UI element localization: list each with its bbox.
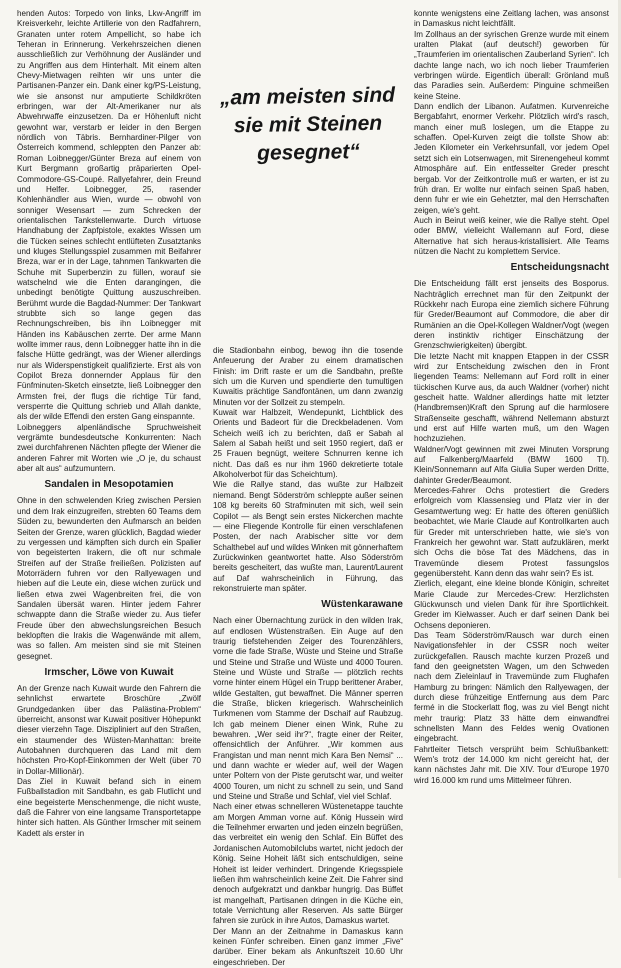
paragraph: Der Mann an der Zeitnahme in Damaskus kann keinen Fünfer schreiben. Einen ganz immer „Five“ darüber. Einer bekam als Ankunftszeit 10.60 Uhr eingeschrieben. Der (213, 926, 403, 967)
paragraph: Die letzte Nacht mit knappen Etappen in der CSSR wird zur Entscheidung zwischen den in Front liegenden Teams: Nellemann auf Ford rollt in einer tückischen Kurve aus, da auch Waldner (vorher) nicht gescheit hatte. Waldner allerdings hatte mit letzter (Handbremsen)Kraft den Sprung auf die harmlosere Straßenseite geschafft, während Nellemann absturzt und erst auf Hilfe warten muß, um den Wagen hochzuziehen. (414, 351, 609, 444)
paragraph: Zierlich, elegant, eine kleine blonde Königin, schreitet Marie Claude zur Mercedes-Crew: Herzlichsten Glückwunsch und vielen Dank für ihre Sportlichkeit. Greder im Kielwasser. Auch er darf seinen Dank bei Ochsens deponieren. (414, 579, 609, 630)
section-heading: Wüstenkarawane (321, 599, 403, 611)
text-column-left (17, 9, 201, 864)
paragraph: Wie die Rallye stand, das wußte zur Halbzeit niemand. Bengt Söderström schleppte außer seinen 108 kg bereits 60 Strafminuten mit sich, weil sein Copilot — als Bengt sein erstes Nickerchen machte — eine Fliegende Kontrolle für einen verschlafenen Posten, der nach Arabischer sitte vor dem Schalthebel auf und wildes Winken mit gönnerhaftem Zurückwinken geantwortet hatte. Also Söderström bereits gescheitert, das wußte man, Laurent/Laurent auf Daf wahrscheinlich in Führung, das rekonstruierte man später. (213, 480, 403, 593)
paragraph: die Stadionbahn einbog, bewog ihn die tosende Anfeuerung der Araber zu einem dramatischen Finish: im Drift raste er um die Sandbahn, preßte sich um die Kurven und spendierte den tumultigen Kuwaitis prächtige Sandfontänen, um dann zwanzig Minuten vor der Sollzeit zu stempeln. (213, 346, 403, 407)
paragraph: Auch in Beirut weiß keiner, wie die Rallye steht. Opel oder BMW, vielleicht Wallemann auf Ford, diese Alternative hat sich heraus-kristallisiert. Alle Teams nützen die Nacht zu komplettem Service. (414, 215, 609, 256)
paragraph: Die Entscheidung fällt erst jenseits des Bosporus. Nachträglich errechnet man für den Zeitpunkt der Rückkehr nach Europa eine ziemlich sichere Führung für Greder/Beaumont auf Commodore, die aber dir Rumänien an die Opel-Kollegen Waldner/Vogt (wegen deren instinktiv richtiger Einschätzung der Grenzschwierigkeiten) übergibt. (414, 279, 609, 351)
paragraph: Nach einer Übernachtung zurück in den wilden Irak, auf endlosen Wüstenstraßen. Ein Auge auf den traurig tiefstehenden Zeiger des Tourenzählers, vorne die fade Straße, Wüste und Steine und Straße und Steine und Straße und Wüste und 4000 Touren. Steine und Wüste und Straße — plötzlich rechts vorne hinter einem Hügel ein Trupp berittener Araber, wilde Gestalten, gut bewaffnet. Die Männer sperren die Straße, blicken kriegerisch. Wahrscheinlich Turkmenen vom Stamme der Dschaif auf Raubzug. Ich gab meinem Diener einen Wink, Ruhe zu bewahren. „Wer seid ihr?“, fragte einer der Reiter, offensichtlich der Anführer. „Wir kommen aus Frangistan und man nennt mich Kara Ben Nemsi“ ... und dann wachte er wieder auf, weil der Wagen unter Poltern von der Piste gerutscht war, und weiter 4000 Touren, um nicht zu schnell zu sein, und Sand und Steine und Straße und Schlaf, viel viel Schlaf. (213, 616, 403, 802)
text-column-middle (213, 346, 403, 967)
paragraph: Ohne in den schwelenden Krieg zwischen Persien und dem Irak einzugreifen, strebten 60 Teams dem Süden zu, bewunderten den Aufmarsch an beiden Seiten der Grenze, waren glücklich, Bagdad wieder zu vergessen und kämpften sich durch ein Spalier von begeisterten Irakern, die oft nur schmale Streifen auf der Straße freiließen. Polizisten auf Motorrädern fuhren vor den Rallyewagen und hieben auf die Leute ein, diese wichen zurück und ließen etwa zwei Wagenbreiten frei, die von Sandalen übersät waren. Hinter jedem Fahrer schwappte dann die Straße wieder zu. Aus tiefer Freude über den abwechslungsreichen Besuch beklopften die Irakis die Wagenwände mit allem, was so fallen. Am meisten sind sie mit Steinen gesegnet. (17, 496, 201, 661)
paragraph: Im Zollhaus an der syrischen Grenze wurde mit einem uralten Plakat (auf deutsch!) geworben für „Traumferien im orientalischen Zauberland Syrien“. Ich dachte lange nach, wo ich noch lieber Traumferien verbringen würde. Eigentlich überall: Grönland muß das Paradies sein. Außerdem: Pinguine schmeißen keine Steine. (414, 29, 609, 101)
paragraph: Fahrtleiter Tietsch versprüht beim Schlußbankett: Wem's trotz der 14.000 km nicht gereicht hat, der kann nächstes Jahr mit. Die XIV. Tour d'Europe 1970 wird 16.000 km rund ums Mittelmeer führen. (414, 744, 609, 785)
paragraph: Waldner/Vogt gewinnen mit zwei Minuten Vorsprung auf Falkenberg/Maarfeld (BMW 1600 TI). Klein/Sonnemann auf Alfa Giulia Super werden Dritte, dahinter Greder/Beaumont. (414, 444, 609, 485)
paragraph: Das Ziel in Kuwait befand sich in einem Fußballstadion mit Sandbahn, es gab Flutlicht und eine begeisterte Menschenmenge, die nicht wuste, daß die Fahrer von eine langsame Transportetappe hinter sich hatten. Als Günther Irmscher mit seinem Kadett als erster in (17, 777, 201, 838)
section-heading: Irmscher, Löwe von Kuwait (44, 666, 174, 678)
paragraph: Dann endlich der Libanon. Aufatmen. Kurvenreiche Bergabfahrt, enormer Verkehr. Plötzlich wird's rasch, manch einer muß loslegen, um die Etappe zu schaffen. Opel-Kurven zeigt die tollste Show ab: Jeden Kilometer ein Verkehrsunfall, vor jedem Opel setzt sich ein Lotsenwagen, mit Sirenengeheul kommt Atmosphäre auf. Ein entfesselter Greder prescht bergab. Vor der Zeitkontrolle muß er warten, er ist zu früh dran. Er wollte nur einfach seinen Spaß haben, denn fuhr er wie ein Gehetzter, mal den Herrschaften zeigen, wie's geht. (414, 102, 609, 215)
headline-box (213, 30, 403, 220)
paragraph: Das Team Söderström/Rausch war durch einen Navigationsfehler in der CSSR noch weiter zurückgefallen. Rausch machte kurzen Prozeß und fand den geeignetsten Wagen, um den Schweden nach dem Zieleinlauf in Travemünde zum Flughafen Hamburg zu bringen: Nämlich den Rallyewagen, der durch diese frühzeitige Entfernung aus dem Parc fermé in die Stockerlatt flog, was zu viel Bengt nicht mehr traurig: Platz 33 hätte dem einwandfrei schnellsten Mann des Feldes wenig Ovationen eingebracht. (414, 630, 609, 744)
section-heading: Entscheidungsnacht (510, 262, 609, 274)
paragraph: Kuwait war Halbzeit, Wendepunkt, Lichtblick des Orients und Badeort für die Dreckbeladenen. Vom Scheich weiß ich zu berichten, daß er Sabah al Salem al Sabah heißt und seit 1950 regiert, daß er 25 Frauen begnügt, weitere Schnurren kenne ich nicht. Das daß es nur ihm 1960 dekretierte totale Alkoholverbot für das Scheichtum). (213, 408, 403, 480)
headline: „am meisten sind sie mit Steinen gesegnet“ (219, 83, 396, 165)
paragraph: An der Grenze nach Kuwait wurde den Fahrern die sehnlichst erwartete Broschüre „Zwölf Grundgedanken über das Palästina-Problem“ überreicht, ansonst war Kuwait positiver Höhepunkt dieser vierzehn Tage. Diszipliniert auf den Straßen, ein staumender des Wüsten-Manhattan: breite Autobahnen durchqueren das Land mit dem höchsten Pro-Kopf-Einkommen der Welt (über 70 in Dollar-Millionär). (17, 683, 201, 776)
paragraph: Loibneggers alpenländische Spruchweisheit vergrämte bundesdeutsche Konkurrenten: Nach zwei durchfahrenen Nächten pflegte der Wiener die anderen Fahrer mit Worten wie „O je, du schaust aber alt aus“ aufzumuntern. (17, 422, 201, 474)
section-heading: Sandalen in Mesopotamien (44, 479, 174, 491)
paragraph: konnte wenigstens eine Zeitlang lachen, was ansonst in Damaskus nicht leichtfällt. (414, 9, 609, 29)
paragraph: henden Autos: Torpedo von links, Lkw-Angriff im Kreisverkehr, leichte Artillerie von den Radfahrern, Granaten unter rotem Ampellicht, so habe ich Teheran in Erinnerung. Verkehrszeichen dienen ausschließlich zur Verhöhnung der Ausländer und zu Angriffen aus dem Hinterhalt. Mit einem alten Chevy-Mietwagen reihten wir uns unter die Partisanen-Panzer ein. Dank einer kg/PS-Leistung, wie sie ansonst nur amputierte Schildkröten erbringen, war der Alt-Amerikaner nur als Abwehrwaffe einzusetzen. Da er Höhenluft nicht gewohnt war, verstarb er leider in den Bergen nördlich von Täbris. Bernhardiner-Pilger von Österreich kommend, schleppten den Panzer ab: Roman Loibnegger/Günter Breza auf einem von Kurt Bergmann großartig präparierten Opel-Commodore-GS-Coupé. Rallyefahrer, dein Freund und Helfer. Loibnegger, 25, rasender Kohlenhändler aus Wien, wurde — obwohl von sonniger Wesensart — zum Schrecken der orientalischen Tankstellenwarte. Durch virtuose Handhabung der Zapfpistole, exaktes Wissen um die Tücken seines schlecht entlüfteten Zusatztanks und kluges Stellungsspiel zusammen mit Beifahrer Breza, war er in der Lage, tahnmen Tankwarten die Schuhe mit Superbenzin zu füllen, worauf sie watschelnd wie die Enten darangingen, die unbedingt benötigte Quittung auszuschreiben. Berühmt wurde die Bagdad-Nummer: Der Tankwart strubbte sich so lange gegen das Rechnungschreiben, bis ihn Loibnegger mit Händen ins Kabäuschen zerrte. Der arme Mann wollte immer raus, denn Loibnegger hatte ihn in die falsche Hütte gedrängt, was der Wiener allerdings nur als Widerspenstigkeit qualifizierte. Erst als von Copilot Breza donnernder Applaus für den Fünfminuten-Sketch einsetzte, ließ Loibnegger den Armsten frei, der flugs die richtige Tür fand, versperrte die Quittung schrieb und Allah dankte, als der wilde Effendi den ersten Gang einspannte. (17, 9, 201, 422)
paragraph: Nach einer etwas schnelleren Wüstenetappe tauchte am Morgen Amman vorne auf. König Hussein wird die Teilnehmer erwarten und jeden einzeln begrüßen, das verbreitet ein wenig den Schlaf. Ein Büffet des Jordanischen Automobilclubs wartet, nicht jedoch der König. Seine Hoheit läßt sich entschuldigen, seine Hoheit ist leider verhindert. Dringende Kriegsspiele ließen ihm wahrscheinlich keine Zeit. Die Fahrer sind denoch aufgekratzt und dankbar hungrig. Das Büffet ist mangelhaft, Partisanen dringen in die Küche ein, totale Vernichtung aller Reserven. Als satte Bürger fahren sie zurück in ihre Autos, Damaskus wartet. (213, 802, 403, 926)
paragraph: Mercedes-Fahrer Ochs protestiert die Greders erfolgreich vom Klassensieg und Platz vier in der Gesamtwertung weg: Er hatte des öfteren genüßlich beobachtet, wie Marie Claude auf Kontrollkarten auch für Greder mit unterschrieben hatte, wie sie's von Frankreich her gewohnt war. Statt aufzuklären, merkt sich Ochs die böse Tat des Mädchens, das in Travemünde diesem Protest fassungslos gegenübersteht. Kann denn das wahr sein? Es ist. (414, 486, 609, 578)
text-column-right (414, 9, 609, 864)
